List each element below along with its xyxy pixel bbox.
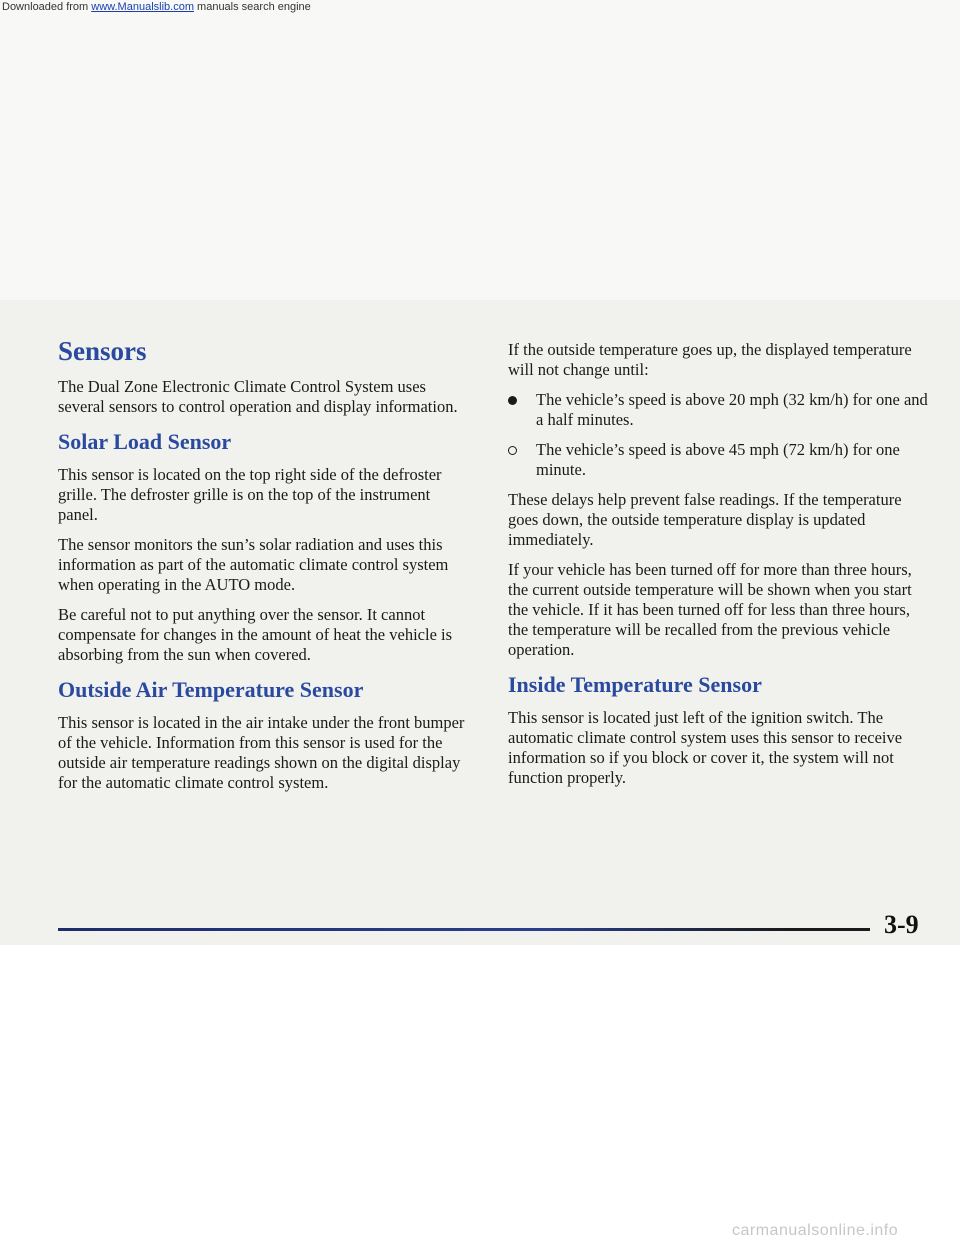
manualslib-link[interactable]: www.Manualslib.com — [91, 1, 194, 13]
watermark: carmanualsonline.info — [732, 1222, 899, 1239]
list-item-text: The vehicle’s speed is above 45 mph (72 km/h) for one minute. — [536, 440, 900, 479]
turned-off-paragraph: If your vehicle has been turned off for more than three hours, the current outside temperature will be shown when you start the vehicle. If it has been turned off for less than three hours, the temperature will be recalled from the previous vehicle operation. — [508, 560, 912, 659]
page-number: 3-9 — [884, 910, 919, 939]
header-suffix: manuals search engine — [193, 1, 311, 13]
inside-temp-paragraph: This sensor is located just left of the ignition switch. The automatic climate control system uses this sensor to receive information so if you block or cover it, the system will not function properly. — [508, 708, 903, 787]
sensors-title: Sensors — [58, 336, 147, 366]
right-column — [508, 340, 928, 798]
list-item — [508, 440, 928, 480]
sensors-intro: The Dual Zone Electronic Climate Control System uses several sensors to control operation and display information. — [58, 377, 458, 416]
outside-air-paragraph: This sensor is located in the air intake under the front bumper of the vehicle. Information from this sensor is used for the outside air temperature readings shown on the digital display for the automatic climate control system. — [58, 713, 465, 792]
outside-air-heading: Outside Air Temperature Sensor — [58, 677, 364, 702]
footer-rule — [58, 928, 870, 931]
bullet-icon — [508, 446, 517, 455]
download-header — [0, 0, 960, 14]
top-blank-area — [0, 0, 960, 300]
delays-paragraph: These delays help prevent false readings. If the temperature goes down, the outside temperature display is updated immediately. — [508, 490, 902, 549]
solar-paragraph-2: The sensor monitors the sun’s solar radiation and uses this information as part of the automatic climate control system when operating in the AUTO mode. — [58, 535, 449, 594]
left-column — [58, 336, 468, 803]
list-item — [508, 390, 928, 430]
solar-paragraph-3: Be careful not to put anything over the sensor. It cannot compensate for changes in the amount of heat the vehicle is absorbing from the sun when covered. — [58, 605, 453, 664]
inside-temp-heading: Inside Temperature Sensor — [508, 672, 762, 697]
outside-temp-intro: If the outside temperature goes up, the displayed temperature will not change until: — [508, 340, 912, 379]
bottom-blank-area — [0, 945, 960, 1242]
list-item-text: The vehicle’s speed is above 20 mph (32 km/h) for one and a half minutes. — [536, 390, 928, 429]
solar-paragraph-1: This sensor is located on the top right side of the defroster grille. The defroster grille is on the top of the instrument panel. — [58, 465, 442, 524]
speed-conditions-list — [508, 390, 928, 480]
bullet-icon — [508, 396, 517, 405]
header-prefix: Downloaded from — [2, 1, 92, 13]
solar-load-heading: Solar Load Sensor — [58, 429, 232, 454]
